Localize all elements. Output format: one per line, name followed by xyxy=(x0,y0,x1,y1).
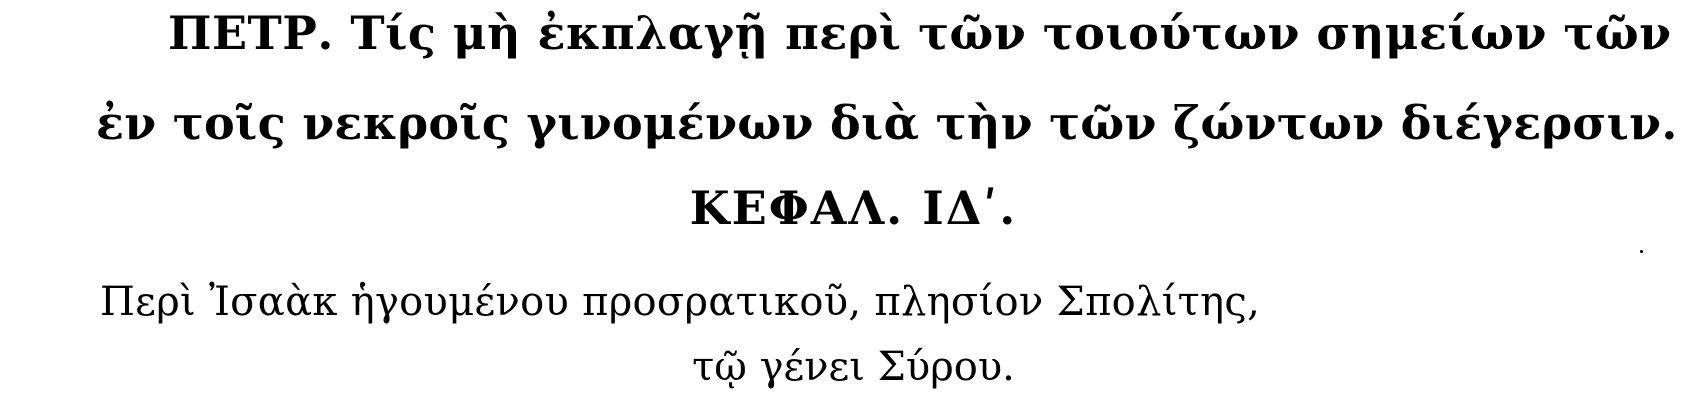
chapter-title-line-2: τῷ γένει Σύρου. xyxy=(692,344,1015,390)
text-line-2: ἐν τοῖς νεκροῖς γινομένων διὰ τὴν τῶν ζώντων διέγερσιν. xyxy=(96,96,1678,150)
speck-mark xyxy=(1640,250,1643,253)
chapter-title-line-1: Περὶ Ἰσαὰκ ἡγουμένου προσρατικοῦ, πλησίον Σπολίτης, xyxy=(100,279,1261,325)
chapter-heading: ΚΕΦΑΛ. ΙΔʹ. xyxy=(689,181,1018,235)
text-line-1: ΠΕΤΡ. Τίς μὴ ἐκπλαγῇ περὶ τῶν τοιούτων σημείων τῶν xyxy=(168,6,1672,60)
